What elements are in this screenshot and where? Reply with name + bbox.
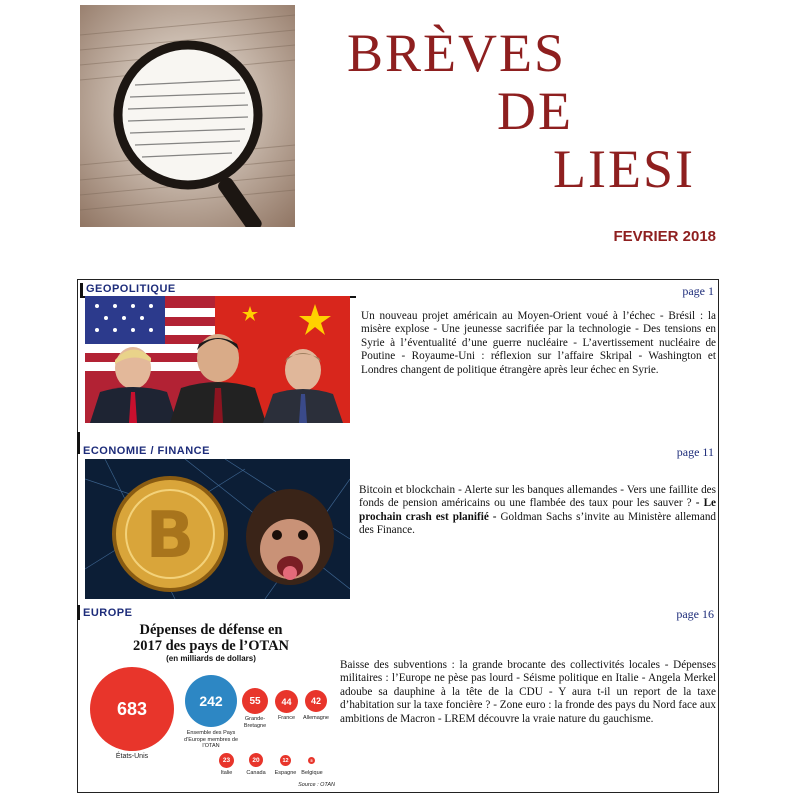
issue-date: FEVRIER 2018	[613, 228, 716, 245]
section-heading-economie: ECONOMIE / FINANCE	[83, 445, 210, 457]
section-heading-europe: EUROPE	[83, 607, 133, 619]
bubble-canada: 20	[249, 753, 263, 767]
bubble-espagne: 12	[280, 755, 291, 766]
bubble-allemagne: 42	[305, 690, 327, 712]
bubble-grande-bretagne: 55	[242, 688, 268, 714]
bubble-label-europe-otan: Ensemble des Pays d’Europe membres de l’OTAN	[183, 730, 239, 749]
cover-magnifier-photo	[80, 5, 295, 227]
bubble-label-espagne: Espagne	[274, 770, 297, 776]
title-word-1: BRÈVES	[347, 23, 567, 83]
bubble-label-allemagne: Allemagne	[303, 715, 329, 721]
infographic-subtitle: (en milliards de dollars)	[166, 654, 256, 663]
title-word-2: DE	[497, 81, 573, 141]
bubble-label-france: France	[277, 715, 296, 721]
bubble-belgique: 5	[308, 757, 315, 764]
bubble-france: 44	[275, 690, 298, 713]
magnifier-icon	[80, 5, 295, 227]
infographic-title-line2: 2017 des pays de l’OTAN	[132, 638, 290, 654]
section-text-geopolitique: Un nouveau projet américain au Moyen-Orient voué à l’échec - Brésil : la misère explose - Une jeunesse sacrifiée par la technologie - Des tensions en Syrie à l’éventualité d’une guerre nucléaire - L’avertissement nucléaire de Poutine - Royaume-Uni : réflexion sur l’affaire Skripal - Washington et Londres changent de politique étrangère après leur échec en Syrie.	[361, 310, 716, 376]
page-ref-europe: page 16	[676, 607, 714, 621]
bubble-europe-otan: 242	[185, 675, 237, 727]
leaders-flags-photo	[85, 296, 350, 423]
bubble-etats-unis: 683	[90, 667, 174, 751]
infographic-source: Source : OTAN	[298, 782, 335, 788]
bubble-label-grande-bretagne: Grande-Bretagne	[243, 716, 267, 729]
section-text-economie	[359, 484, 716, 538]
section-heading-geopolitique: GEOPOLITIQUE	[80, 283, 356, 298]
bubble-label-canada: Canada	[246, 770, 266, 776]
economie-text-start: Bitcoin et blockchain - Alerte sur les banques allemandes - Vers une faillite des fonds de pension américains ou une flambée des taux pour les sauver ?	[359, 484, 716, 510]
bubble-label-belgique: Belgique	[301, 770, 323, 776]
title-word-3: LIESI	[553, 139, 695, 199]
bitcoin-monkey-photo	[85, 459, 350, 599]
section-text-europe: Baisse des subventions : la grande brocante des collectivités locales - Dépenses militaires : l’Europe ne pèse pas lourd - Séisme politique en Italie - Angela Merkel adoube sa dauphine à la tête de la CDU - Y aura t-il un report de la taxe d’habitation sur la taxe foncière ? - Zone euro : la fronde des pays du Nord face aux ambitions de Macron - LREM découvre la vraie nature du gauchisme.	[340, 659, 716, 725]
bubble-label-etats-unis: États-Unis	[115, 753, 149, 760]
infographic-title-line1: Dépenses de défense en	[139, 622, 283, 638]
economie-text-end: Goldman Sachs s’invite au Ministère allemand des Finance.	[359, 510, 717, 537]
nato-defense-infographic	[85, 622, 337, 790]
bubble-label-italie: Italie	[220, 770, 233, 776]
page-ref-economie: page 11	[676, 445, 714, 459]
economie-text-highlight: - Le prochain crash est planifié -	[359, 497, 716, 523]
page-ref-geopolitique: page 1	[682, 284, 714, 298]
bubble-italie: 23	[219, 753, 234, 768]
svg-text:B: B	[145, 499, 195, 573]
